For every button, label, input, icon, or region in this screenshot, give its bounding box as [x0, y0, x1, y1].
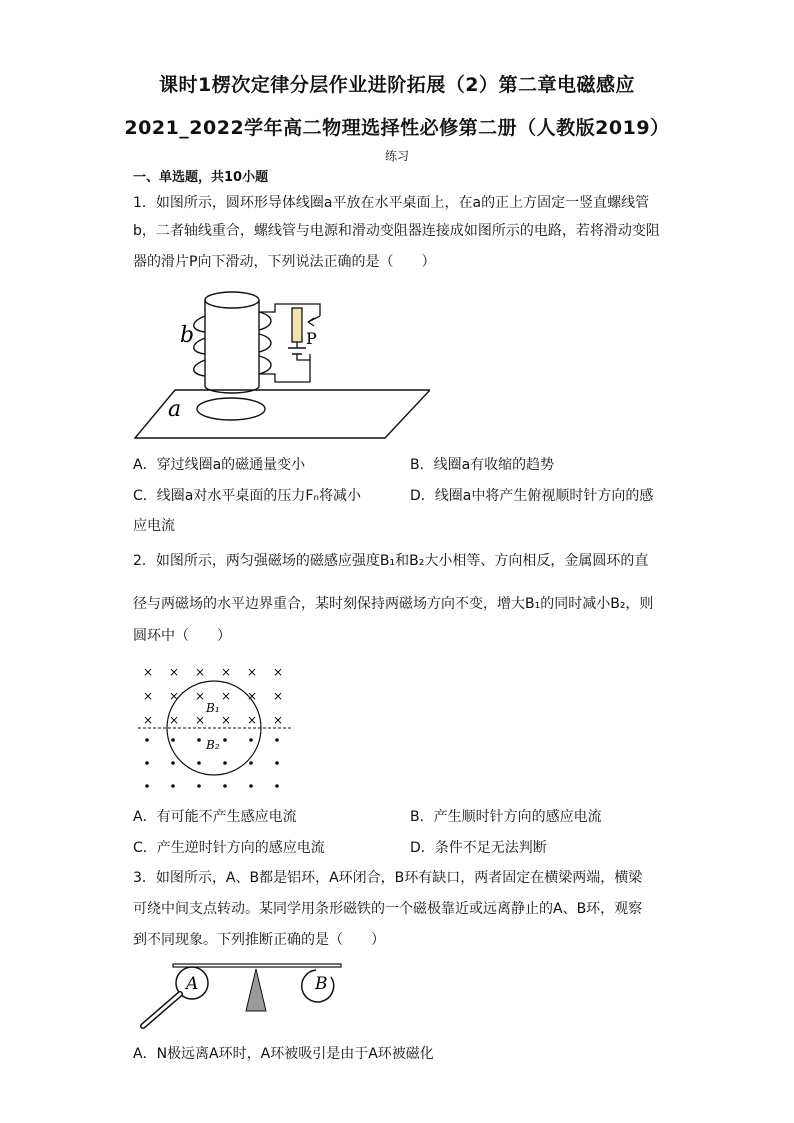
field-into-page-mark: ×	[273, 665, 284, 679]
field-out-of-page-mark	[275, 761, 279, 765]
field-into-page-mark: ×	[143, 689, 154, 703]
q3-option-a[interactable]: A．N极远离A环时，A环被吸引是由于A环被磁化	[133, 1046, 434, 1062]
q1-option-d-cont: 应电流	[133, 518, 175, 534]
field-into-page-mark: ×	[195, 689, 206, 703]
field-into-page-mark: ×	[195, 665, 206, 679]
q1-option-b[interactable]: B．线圈a有收缩的趋势	[410, 457, 555, 473]
label-b: b	[180, 323, 195, 348]
pivot-support	[246, 969, 266, 1011]
field-out-of-page-mark	[145, 738, 149, 742]
q3-line-3: 到不同现象。下列推断正确的是（ ）	[133, 932, 385, 948]
q2-line-1: 2．如图所示，两匀强磁场的磁感应强度B₁和B₂大小相等、方向相反，金属圆环的直	[133, 553, 649, 569]
solenoid-top	[205, 292, 259, 308]
coil-a	[197, 398, 265, 420]
field-out-of-page-mark	[171, 738, 175, 742]
field-out-of-page-mark	[223, 784, 227, 788]
field-out-of-page-mark	[275, 738, 279, 742]
label-ring-a: A	[186, 974, 199, 994]
field-into-page-mark: ×	[169, 713, 180, 727]
field-out-of-page-mark	[197, 738, 201, 742]
field-into-page-mark: ×	[169, 689, 180, 703]
title-line-1: 课时1楞次定律分层作业进阶拓展（2）第二章电磁感应	[159, 74, 635, 96]
q2-option-c[interactable]: C．产生逆时针方向的感应电流	[133, 840, 325, 856]
field-into-page-mark: ×	[221, 665, 232, 679]
q2-option-d[interactable]: D．条件不足无法判断	[410, 840, 547, 856]
field-into-page-mark: ×	[195, 713, 206, 727]
label-b2: B₂	[206, 738, 220, 752]
field-out-of-page-mark	[249, 784, 253, 788]
label-a: a	[168, 397, 182, 422]
field-out-of-page-mark	[223, 761, 227, 765]
section-heading: 一、单选题，共10小题	[133, 170, 269, 185]
q2-line-3: 圆环中（ ）	[133, 628, 231, 644]
field-out-of-page-mark	[171, 761, 175, 765]
field-out-of-page-mark	[197, 784, 201, 788]
title-line-2: 2021_2022学年高二物理选择性必修第二册（人教版2019）	[124, 117, 670, 139]
field-out-of-page-mark	[171, 784, 175, 788]
q1-option-c[interactable]: C．线圈a对水平桌面的压力Fₙ将减小	[133, 488, 361, 504]
field-into-page-mark: ×	[247, 689, 258, 703]
field-into-page-mark: ×	[143, 665, 154, 679]
q3-line-2: 可绕中间支点转动。某同学用条形磁铁的一个磁极靠近或远离静止的A、B环，观察	[133, 901, 643, 917]
q1-line-1: 1．如图所示，圆环形导体线圈a平放在水平桌面上，在a的正上方固定一竖直螺线管	[133, 195, 650, 211]
field-out-of-page-mark	[275, 784, 279, 788]
field-into-page-mark: ×	[221, 689, 232, 703]
field-into-page-mark: ×	[247, 713, 258, 727]
field-into-page-mark: ×	[169, 665, 180, 679]
circuit-wire-top	[259, 304, 320, 316]
rheostat	[292, 308, 302, 342]
field-out-of-page-mark	[197, 761, 201, 765]
field-out-of-page-mark	[249, 738, 253, 742]
field-into-page-mark: ×	[143, 713, 154, 727]
label-ring-b: B	[315, 974, 328, 994]
q1-option-d[interactable]: D．线圈a中将产生俯视顺时针方向的感	[410, 488, 654, 504]
subtitle: 练习	[384, 149, 409, 163]
field-out-of-page-mark	[145, 784, 149, 788]
q3-line-1: 3．如图所示，A、B都是铝环，A环闭合，B环有缺口，两者固定在横梁两端，横梁	[133, 870, 643, 886]
label-p: P	[306, 329, 317, 348]
field-into-page-mark: ×	[273, 689, 284, 703]
q2-option-b[interactable]: B．产生顺时针方向的感应电流	[410, 809, 602, 825]
field-into-page-mark: ×	[247, 665, 258, 679]
crossbeam	[173, 964, 341, 967]
q2-magnetic-field-figure	[136, 660, 296, 795]
q2-option-a[interactable]: A．有可能不产生感应电流	[133, 809, 297, 825]
q1-line-2: b，二者轴线重合，螺线管与电源和滑动变阻器连接成如图所示的电路，若将滑动变阻	[133, 223, 660, 239]
field-into-page-mark: ×	[273, 713, 284, 727]
field-out-of-page-mark	[223, 738, 227, 742]
field-into-page-mark: ×	[221, 713, 232, 727]
q1-solenoid-figure	[130, 282, 430, 442]
label-b1: B₁	[206, 701, 220, 715]
q2-line-2: 径与两磁场的水平边界重合，某时刻保持两磁场方向不变，增大B₁的同时减小B₂，则	[133, 596, 654, 612]
q1-line-3: 器的滑片P向下滑动，下列说法正确的是（ ）	[133, 254, 436, 270]
field-out-of-page-mark	[145, 761, 149, 765]
q1-option-a[interactable]: A．穿过线圈a的磁通量变小	[133, 457, 306, 473]
slider-p	[308, 316, 320, 326]
field-out-of-page-mark	[249, 761, 253, 765]
q3-rings-figure	[135, 958, 350, 1036]
